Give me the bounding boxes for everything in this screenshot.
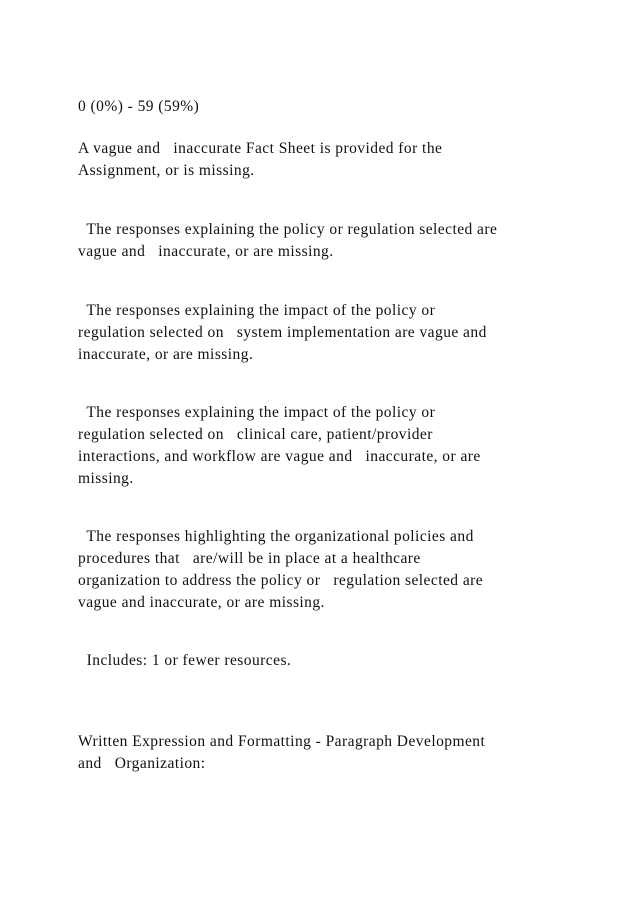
- impact-clinical-line-3: interactions, and workflow are vague and inaccurate, or are: [78, 448, 481, 465]
- impact-clinical-line-1: The responses explaining the impact of the policy or: [78, 404, 436, 421]
- impact-clinical-line-4: missing.: [78, 470, 134, 487]
- impact-system-line-1: The responses explaining the impact of the policy or: [78, 302, 436, 319]
- org-policies-line-4: vague and inaccurate, or are missing.: [78, 594, 325, 611]
- impact-clinical-line-2: regulation selected on clinical care, patient/provider: [78, 426, 433, 443]
- org-policies-line-2: procedures that are/will be in place at a healthcare: [78, 550, 421, 567]
- org-policies-line-1: The responses highlighting the organizational policies and: [78, 528, 474, 545]
- policy-explanation-line-1: The responses explaining the policy or regulation selected are: [78, 221, 498, 238]
- fact-sheet-line-1: A vague and inaccurate Fact Sheet is provided for the: [78, 140, 443, 157]
- score-range: 0 (0%) - 59 (59%): [78, 98, 200, 115]
- policy-explanation-line-2: vague and inaccurate, or are missing.: [78, 243, 334, 260]
- written-expression-line-1: Written Expression and Formatting - Paragraph Development: [78, 733, 486, 750]
- impact-system-line-2: regulation selected on system implementation are vague and: [78, 324, 487, 341]
- fact-sheet-line-2: Assignment, or is missing.: [78, 162, 255, 179]
- impact-system-line-3: inaccurate, or are missing.: [78, 346, 254, 363]
- resources-line: Includes: 1 or fewer resources.: [78, 652, 292, 669]
- written-expression-line-2: and Organization:: [78, 755, 206, 772]
- org-policies-line-3: organization to address the policy or regulation selected are: [78, 572, 484, 589]
